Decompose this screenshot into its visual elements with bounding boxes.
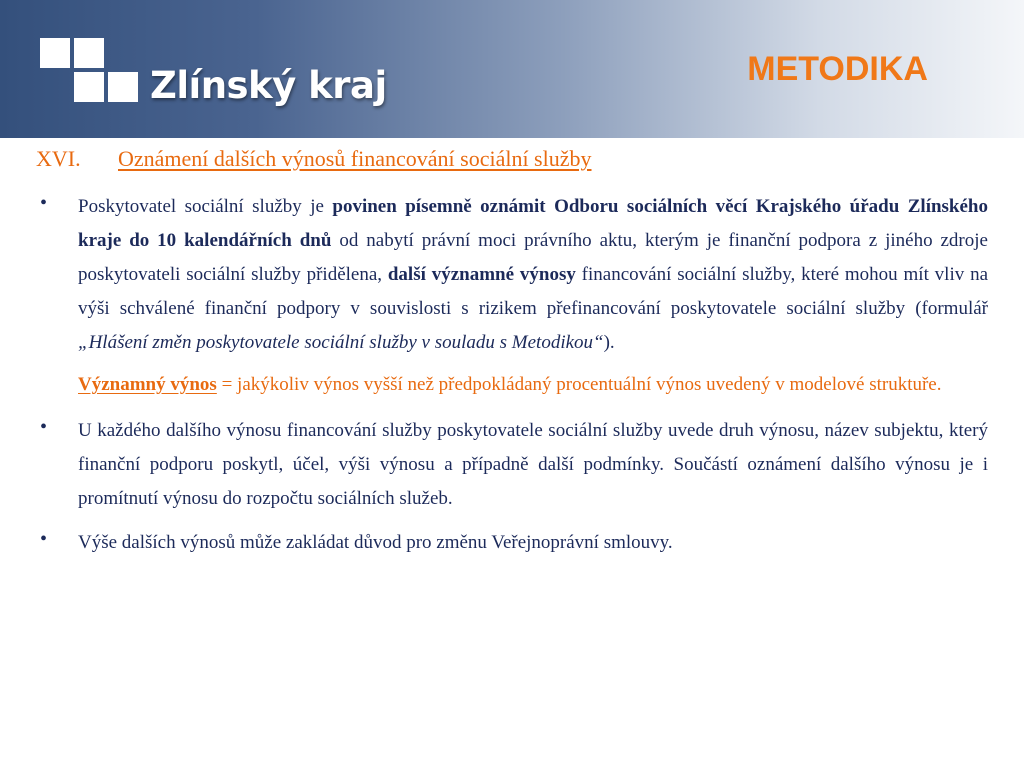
logo-square: [74, 38, 104, 68]
header-banner: [0, 0, 1024, 138]
bullet-text: U každého dalšího výnosu financování služby poskytovatele sociální služby uvede druh výnosu, název subjektu, který finanční podporu poskytl, účel, výši výnosu a případně další podmínky. Součástí oznámení dalšího výnosu je i promítnutí výnosu do rozpočtu sociálních služeb.: [78, 420, 988, 509]
logo-square: [108, 72, 138, 102]
definition-text: = jakýkoliv výnos vyšší než předpokládaný procentuální výnos uvedený v modelové struktuře.: [216, 374, 942, 395]
section-number: XVI.: [36, 146, 81, 171]
logo-square: [40, 38, 70, 68]
bullet-item: [36, 190, 988, 360]
bullet-icon: •: [40, 192, 48, 214]
section-title: Oznámení dalších výnosů financování sociální služby: [118, 146, 592, 171]
bold-phrase: další významné výnosy: [387, 264, 576, 285]
definition-note: [36, 368, 988, 402]
form-name: „Hlášení změn poskytovatele sociální služby v souladu s Metodikou“: [78, 332, 604, 353]
bold-phrase: povinen písemně oznámit Odboru sociálních věcí Krajského úřadu Zlínského kraje do 10 kalendářních dnů: [78, 196, 988, 251]
bullet-icon: •: [40, 416, 48, 438]
bullet-icon: •: [40, 528, 48, 550]
page-title: METODIKA: [747, 50, 928, 88]
logo-text: Zlínský kraj: [150, 64, 387, 107]
bullet-text: Poskytovatel sociální služby je povinen písemně oznámit Odboru sociálních věcí Krajského úřadu Zlínského kraje do 10 kalendářních dnů od nabytí právní moci právního aktu, kterým je finanční podpora z jiného zdroje poskytovateli sociální služby přidělena, další významné výnosy financování sociální služby, které mohou mít vliv na výši schválené finanční podpory v souvislosti s rizikem přefinancování poskytovatele sociální služby (formulář „Hlášení změn poskytovatele sociální služby v souladu s Metodikou“).: [78, 196, 989, 353]
slide-content: [36, 146, 988, 568]
logo-square: [74, 72, 104, 102]
bullet-item: [36, 526, 988, 560]
section-heading: [36, 146, 988, 172]
bullet-text: Výše dalších výnosů může zakládat důvod pro změnu Veřejnoprávní smlouvy.: [78, 532, 673, 553]
definition-term: Významný výnos: [78, 374, 217, 395]
zlinsky-kraj-logo-icon: [40, 38, 140, 104]
bullet-item: [36, 414, 988, 516]
